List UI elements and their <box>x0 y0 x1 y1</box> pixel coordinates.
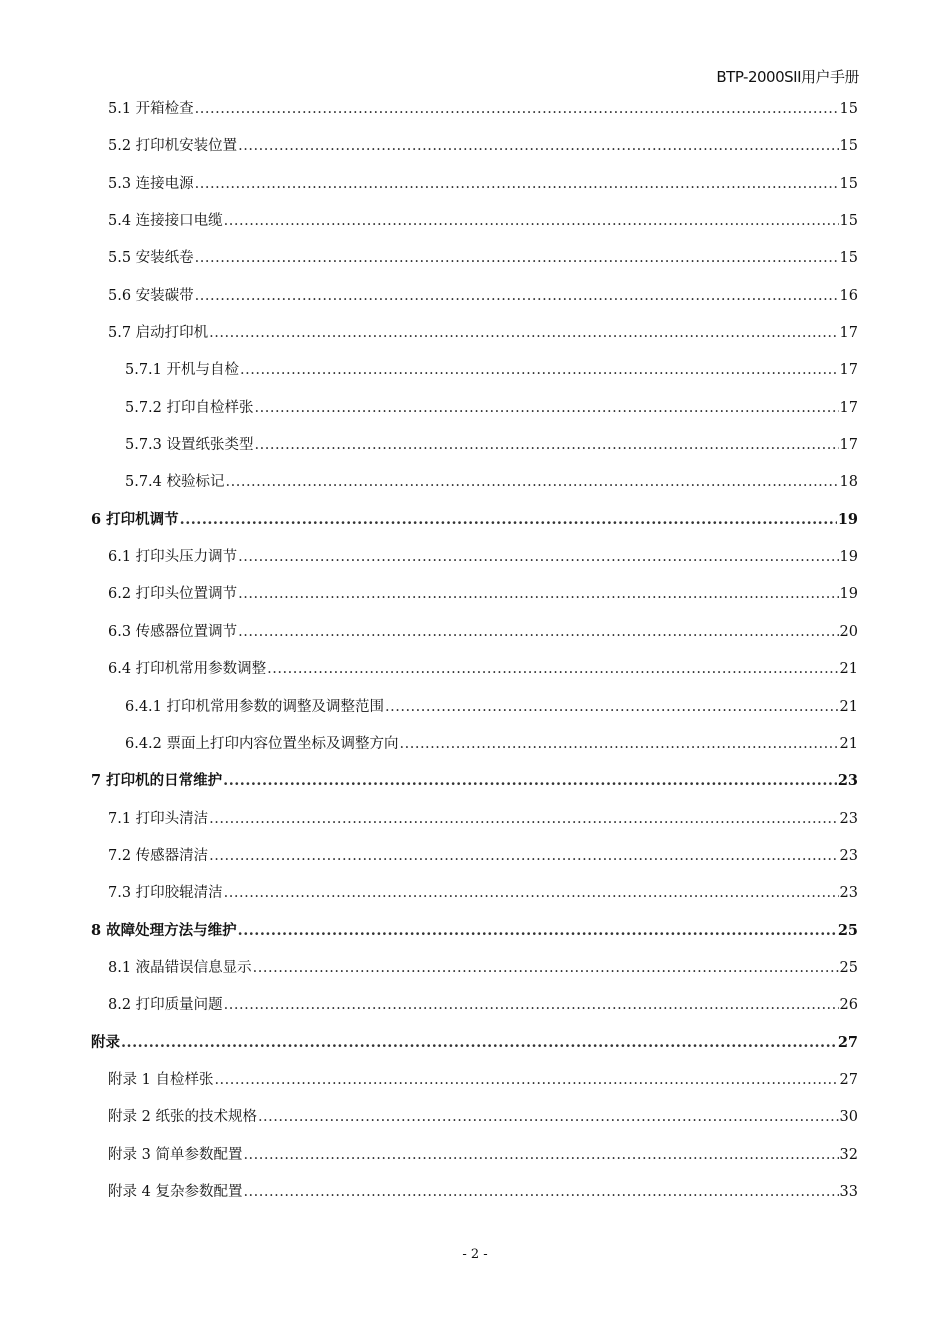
toc-entry-page: 25 <box>839 959 858 976</box>
toc-leader-dots <box>238 544 838 570</box>
toc-entry-page: 27 <box>837 1033 858 1051</box>
toc-entry-page: 19 <box>839 549 858 566</box>
toc-entry[interactable] <box>91 133 858 170</box>
toc-entry-page: 23 <box>839 810 858 827</box>
toc-entry-title: 附录 2 纸张的技术规格 <box>108 1109 257 1126</box>
toc-entry-title: 附录 4 复杂参数配置 <box>108 1183 243 1200</box>
toc-entry-page: 23 <box>837 772 858 790</box>
toc-entry-title: 8 故障处理方法与维护 <box>91 921 237 939</box>
toc-entry-title: 5.5 安装纸卷 <box>108 250 194 267</box>
toc-entry[interactable] <box>91 843 858 880</box>
toc-leader-dots <box>195 96 839 122</box>
toc-entry-page: 23 <box>839 847 858 864</box>
toc-entry-title: 5.2 打印机安装位置 <box>108 138 238 155</box>
toc-chapter-entry[interactable] <box>91 1030 858 1067</box>
toc-leader-dots <box>400 731 839 757</box>
toc-entry-page: 33 <box>839 1183 858 1200</box>
toc-entry[interactable] <box>91 806 858 843</box>
toc-entry-page: 21 <box>839 735 858 752</box>
toc-entry-title: 5.7.1 开机与自检 <box>125 362 240 379</box>
toc-leader-dots <box>209 806 838 832</box>
toc-entry-page: 17 <box>839 399 858 416</box>
toc-leader-dots <box>255 395 839 421</box>
toc-leader-dots <box>385 694 839 720</box>
toc-entry[interactable] <box>91 1142 858 1179</box>
toc-entry[interactable] <box>91 694 858 731</box>
toc-entry-title: 附录 <box>91 1033 120 1051</box>
toc-leader-dots <box>255 432 839 458</box>
toc-entry[interactable] <box>91 955 858 992</box>
toc-leader-dots <box>238 619 838 645</box>
toc-entry[interactable] <box>91 581 858 618</box>
toc-entry-title: 7.1 打印头清洁 <box>108 810 209 827</box>
toc-leader-dots <box>224 880 839 906</box>
toc-entry[interactable] <box>91 208 858 245</box>
toc-leader-dots <box>258 1104 839 1130</box>
toc-entry-page: 17 <box>839 362 858 379</box>
toc-leader-dots <box>195 171 839 197</box>
toc-entry-page: 15 <box>839 250 858 267</box>
toc-chapter-entry[interactable] <box>91 918 858 955</box>
toc-entry-title: 6 打印机调节 <box>91 510 179 528</box>
toc-entry-title: 5.3 连接电源 <box>108 175 194 192</box>
toc-leader-dots <box>224 208 839 234</box>
toc-entry-page: 15 <box>839 101 858 117</box>
toc-leader-dots <box>243 1142 838 1168</box>
toc-entry[interactable] <box>91 619 858 656</box>
toc-entry-title: 附录 3 简单参数配置 <box>108 1146 243 1163</box>
toc-entry-page: 20 <box>839 623 858 640</box>
toc-entry-title: 6.3 传感器位置调节 <box>108 623 238 640</box>
toc-leader-dots <box>195 283 839 309</box>
toc-entry[interactable] <box>91 469 858 506</box>
toc-entry-title: 5.6 安装碳带 <box>108 287 194 304</box>
toc-entry-page: 23 <box>839 885 858 902</box>
toc-leader-dots <box>214 1067 838 1093</box>
toc-leader-dots <box>238 133 838 159</box>
toc-entry[interactable] <box>91 656 858 693</box>
toc-entry-title: 5.1 开箱检查 <box>108 101 194 117</box>
toc-entry-title: 5.4 连接接口电缆 <box>108 213 223 230</box>
toc-entry-title: 5.7.3 设置纸张类型 <box>125 437 254 454</box>
toc-entry-page: 17 <box>839 325 858 342</box>
toc-entry-page: 15 <box>839 138 858 155</box>
toc-entry-page: 27 <box>839 1071 858 1088</box>
toc-entry-title: 附录 1 自检样张 <box>108 1071 214 1088</box>
toc-entry-page: 25 <box>837 921 858 939</box>
toc-entry[interactable] <box>91 320 858 357</box>
toc-leader-dots <box>238 581 838 607</box>
toc-leader-dots <box>224 992 839 1018</box>
table-of-contents <box>91 96 858 1216</box>
toc-entry-title: 5.7.2 打印自检样张 <box>125 399 254 416</box>
toc-entry-page: 19 <box>837 510 858 528</box>
toc-leader-dots <box>121 1030 837 1056</box>
toc-entry-page: 21 <box>839 661 858 678</box>
toc-entry-page: 15 <box>839 213 858 230</box>
toc-entry-page: 21 <box>839 698 858 715</box>
toc-entry-page: 15 <box>839 175 858 192</box>
toc-leader-dots <box>238 918 837 944</box>
toc-entry-title: 8.1 液晶错误信息显示 <box>108 959 252 976</box>
toc-entry-page: 30 <box>839 1109 858 1126</box>
toc-entry-title: 6.2 打印头位置调节 <box>108 586 238 603</box>
toc-leader-dots <box>243 1179 838 1205</box>
toc-entry-title: 5.7.4 校验标记 <box>125 474 225 491</box>
toc-entry[interactable] <box>91 992 858 1029</box>
toc-entry[interactable] <box>91 96 858 133</box>
toc-entry[interactable] <box>91 544 858 581</box>
toc-entry-page: 16 <box>839 287 858 304</box>
toc-entry[interactable] <box>91 1067 858 1104</box>
toc-entry-title: 7.3 打印胶辊清洁 <box>108 885 223 902</box>
toc-leader-dots <box>223 768 837 794</box>
toc-entry-page: 26 <box>839 997 858 1014</box>
toc-entry-page: 19 <box>839 586 858 603</box>
toc-entry[interactable] <box>91 432 858 469</box>
toc-entry[interactable] <box>91 245 858 282</box>
toc-leader-dots <box>253 955 839 981</box>
toc-leader-dots <box>226 469 839 495</box>
toc-leader-dots <box>267 656 838 682</box>
toc-leader-dots <box>209 320 838 346</box>
toc-entry-title: 6.4.1 打印机常用参数的调整及调整范围 <box>125 698 385 715</box>
toc-entry-title: 6.4 打印机常用参数调整 <box>108 661 267 678</box>
toc-entry[interactable] <box>91 731 858 768</box>
toc-entry-page: 32 <box>839 1146 858 1163</box>
toc-entry-title: 6.1 打印头压力调节 <box>108 549 238 566</box>
toc-entry[interactable] <box>91 357 858 394</box>
toc-leader-dots <box>240 357 839 383</box>
toc-entry-title: 7 打印机的日常维护 <box>91 772 223 790</box>
toc-entry-page: 18 <box>839 474 858 491</box>
toc-entry[interactable] <box>91 171 858 208</box>
toc-entry[interactable] <box>91 1104 858 1141</box>
toc-chapter-entry[interactable] <box>91 768 858 805</box>
running-header: BTP-2000SII用户手册 <box>716 68 859 86</box>
toc-leader-dots <box>195 245 839 271</box>
toc-entry-title: 6.4.2 票面上打印内容位置坐标及调整方向 <box>125 735 399 752</box>
toc-entry[interactable] <box>91 395 858 432</box>
toc-entry-page: 17 <box>839 437 858 454</box>
toc-entry-title: 8.2 打印质量问题 <box>108 997 223 1014</box>
page-number: - 2 - <box>462 1247 488 1262</box>
toc-chapter-entry[interactable] <box>91 507 858 544</box>
toc-leader-dots <box>209 843 838 869</box>
toc-entry[interactable] <box>91 880 858 917</box>
toc-entry[interactable] <box>91 1179 858 1216</box>
toc-leader-dots <box>180 507 837 533</box>
toc-entry-title: 5.7 启动打印机 <box>108 325 209 342</box>
toc-entry-title: 7.2 传感器清洁 <box>108 847 209 864</box>
toc-entry[interactable] <box>91 283 858 320</box>
